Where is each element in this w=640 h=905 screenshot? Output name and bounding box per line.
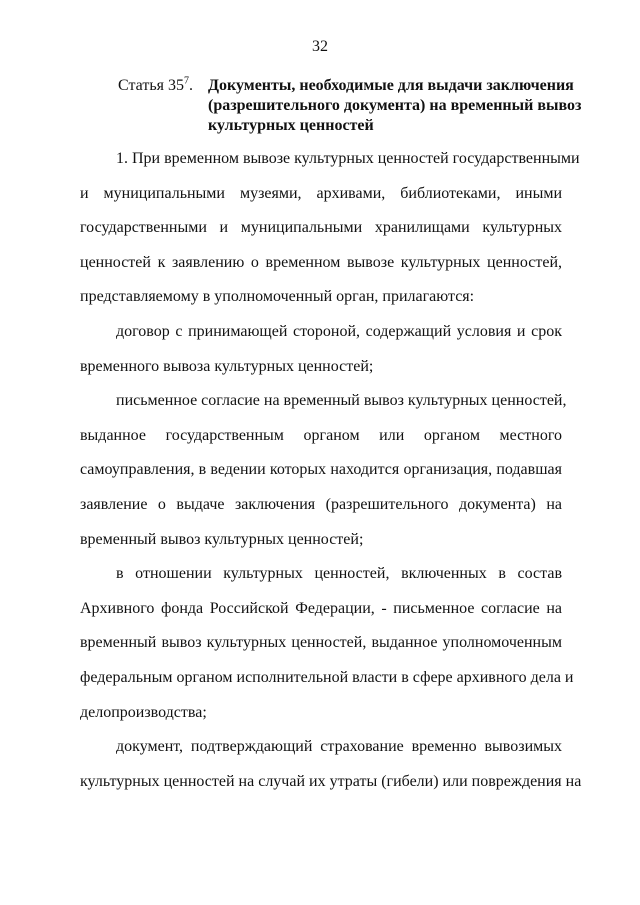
body-text-line: документ, подтверждающий страхование временно вывозимых [116,738,562,756]
article-title-line: Документы, необходимые для выдачи заключения [208,77,574,94]
body-text-line: федеральным органом исполнительной власти в сфере архивного дела и [80,668,574,686]
body-text-line: письменное согласие на временный вывоз культурных ценностей, [116,392,567,410]
body-text-line: временного вывоза культурных ценностей; [80,357,374,375]
article-label-suffix: . [188,77,193,94]
article-label [118,76,193,96]
body-text-line: временный вывоз культурных ценностей; [80,530,364,548]
body-text-line: Архивного фонда Российской Федерации, - письменное согласие на [80,599,562,617]
body-text-line: заявление о выдаче заключения (разрешительного документа) на [80,495,562,513]
article-title-line: культурных ценностей [208,117,374,134]
article-body [80,149,582,806]
body-text-line: в отношении культурных ценностей, включенных в состав [116,565,562,583]
body-text-line: выданное государственным органом или органом местного [80,426,562,444]
article-title [208,76,582,136]
body-text-line: делопроизводства; [80,703,207,721]
body-text-line: ценностей к заявлению о временном вывозе культурных ценностей, [80,253,562,271]
article-title-line: (разрешительного документа) на временный вывоз [208,97,582,114]
article-label-superscript: 7 [183,75,189,87]
body-text-line: 1. При временном вывозе культурных ценностей государственными [116,150,580,167]
body-text-line: самоуправления, в ведении которых находится организация, подавшая [80,461,562,479]
body-text-line: и муниципальными музеями, архивами, библиотеками, иными [80,184,562,202]
body-text-line: государственными и муниципальными хранилищами культурных [80,219,562,237]
page-number: 32 [312,38,328,55]
body-text-line: временный вывоз культурных ценностей, выданное уполномоченным [80,634,562,652]
body-text-line: договор с принимающей стороной, содержащий условия и срок [116,322,562,340]
body-text-line: культурных ценностей на случай их утраты (гибели) или повреждения на [80,772,582,790]
body-text-line: представляемому в уполномоченный орган, прилагаются: [80,288,475,306]
article-label-text: Статья 35 [118,77,184,94]
